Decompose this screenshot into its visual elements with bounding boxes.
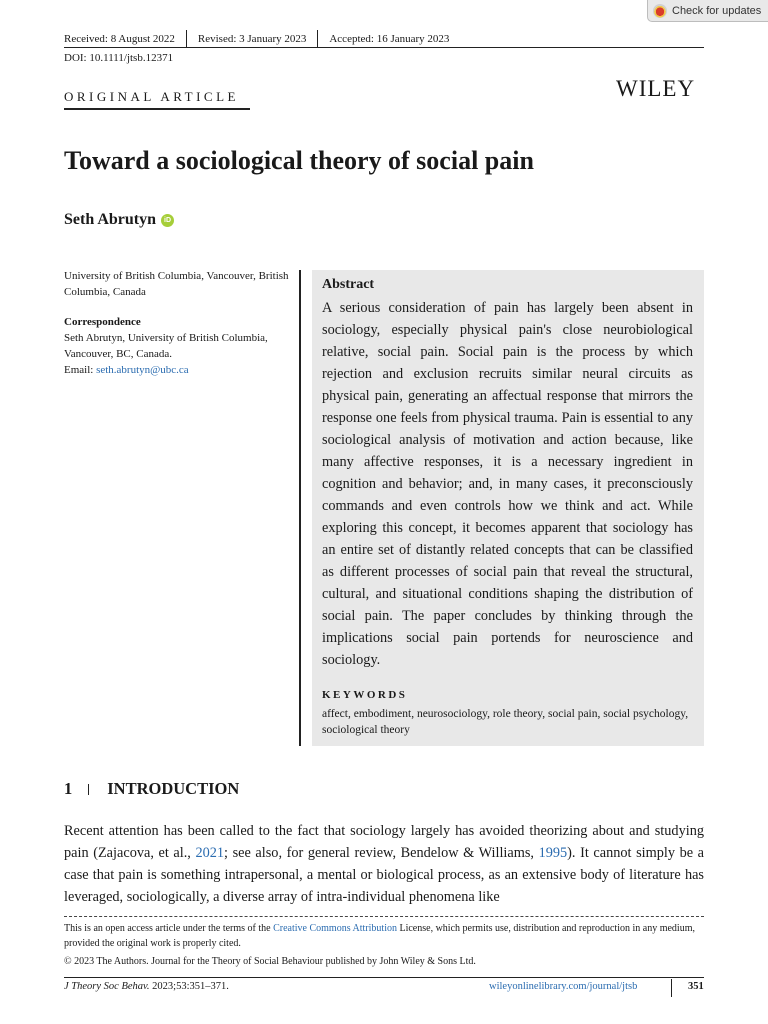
intro-text: Recent attention has been called to the fact that sociology largely has avoided theorizing about and studying pain (Zajacova, et al., <box>64 823 704 861</box>
received-date: Received: 8 August 2022 <box>64 32 175 45</box>
doi[interactable]: DOI: 10.1111/jtsb.12371 <box>64 52 174 64</box>
copyright: © 2023 The Authors. Journal for the Theory of Social Behaviour published by John Wiley & Sons Ltd. <box>64 956 476 967</box>
section-heading <box>64 779 239 799</box>
journal-volume: 2023;53:351–371. <box>149 981 229 992</box>
accepted-date: Accepted: 16 January 2023 <box>329 32 450 45</box>
author <box>64 211 174 229</box>
divider <box>88 784 89 795</box>
email-line <box>64 362 294 378</box>
license-link[interactable]: Creative Commons Attribution <box>273 923 397 934</box>
footnote-divider <box>64 916 704 917</box>
article-dates <box>64 30 449 47</box>
publisher-logo: WILEY <box>616 76 696 101</box>
institution: University of British Columbia, Vancouver, British Columbia, Canada <box>64 270 289 298</box>
intro-text: ). It cannot simply be a case that pain is something intrapersonal, a mental or biological process, as an extensive body of literature has leveraged, sociologically, a diverse array of intra-individual phenomena like <box>64 845 704 905</box>
article-type: ORIGINAL ARTICLE <box>64 89 239 104</box>
journal-name: J Theory Soc Behav. <box>64 981 150 992</box>
divider <box>671 979 672 997</box>
journal-citation <box>64 981 229 992</box>
header-rule <box>64 47 704 48</box>
correspondence-label: Correspondence <box>64 316 141 328</box>
crossmark-icon <box>653 4 667 18</box>
license-note <box>64 921 704 951</box>
email-link[interactable]: seth.abrutyn@ubc.ca <box>96 364 189 376</box>
revised-date: Revised: 3 January 2023 <box>197 32 307 45</box>
keywords-heading: KEYWORDS <box>322 689 408 701</box>
citation-link[interactable]: 2021 <box>195 845 225 861</box>
footer-rule <box>64 977 704 978</box>
license-text: This is an open access article under the terms of the <box>64 923 274 934</box>
intro-paragraph <box>64 820 704 908</box>
intro-text: ; see also, for general review, Bendelow & Williams, <box>224 845 539 861</box>
affiliation-column <box>64 268 294 378</box>
author-name: Seth Abrutyn <box>64 211 157 228</box>
orcid-icon[interactable]: iD <box>161 214 174 227</box>
divider <box>317 30 318 47</box>
article-title: Toward a sociological theory of social pain <box>64 146 534 175</box>
correspondence-text: Seth Abrutyn, University of British Columbia, Vancouver, BC, Canada. <box>64 332 268 360</box>
abstract-text: A serious consideration of pain has largely been absent in sociology, especially physical pain's close neurobiological relative, social pain. Social pain is the process by which rejection and exclusion recruits similar neural circuits as physical pain, generating an affectual response that mirrors the response one feels from physical trauma. Pain is essential to any sociological analysis of motivation and action because, like many affective responses, it is a necessary ingredient in cognition and behavior; and, in many cases, it preconsciously commands and even controls how we think and act. While exploring this concept, it becomes apparent that sociology has an entire set of distantly related concepts that can be classified as different processes of social pain that reveal the structural, cultural, and situational conditions shaping the distribution of social pain. The paper concludes by thinking through the implications social pain portends for neuroscience and sociology. <box>322 300 693 668</box>
section-number: 1 <box>64 779 73 798</box>
abstract-heading: Abstract <box>322 277 375 292</box>
check-for-updates-button[interactable] <box>647 0 768 22</box>
journal-url[interactable]: wileyonlinelibrary.com/journal/jtsb <box>489 981 638 992</box>
article-type-underline <box>64 108 250 110</box>
divider <box>186 30 187 47</box>
citation-link[interactable]: 1995 <box>538 845 568 861</box>
email-label: Email: <box>64 364 97 376</box>
section-title: INTRODUCTION <box>107 779 240 798</box>
page-number: 351 <box>688 981 704 992</box>
license-text: License, which permits use, distribution and reproduction in any medium, provided the original work is properly cited. <box>64 923 695 949</box>
check-for-updates-label: Check for updates <box>672 4 762 17</box>
column-divider <box>299 270 301 746</box>
keywords: affect, embodiment, neurosociology, role theory, social pain, social psychology, sociological theory <box>322 708 689 736</box>
